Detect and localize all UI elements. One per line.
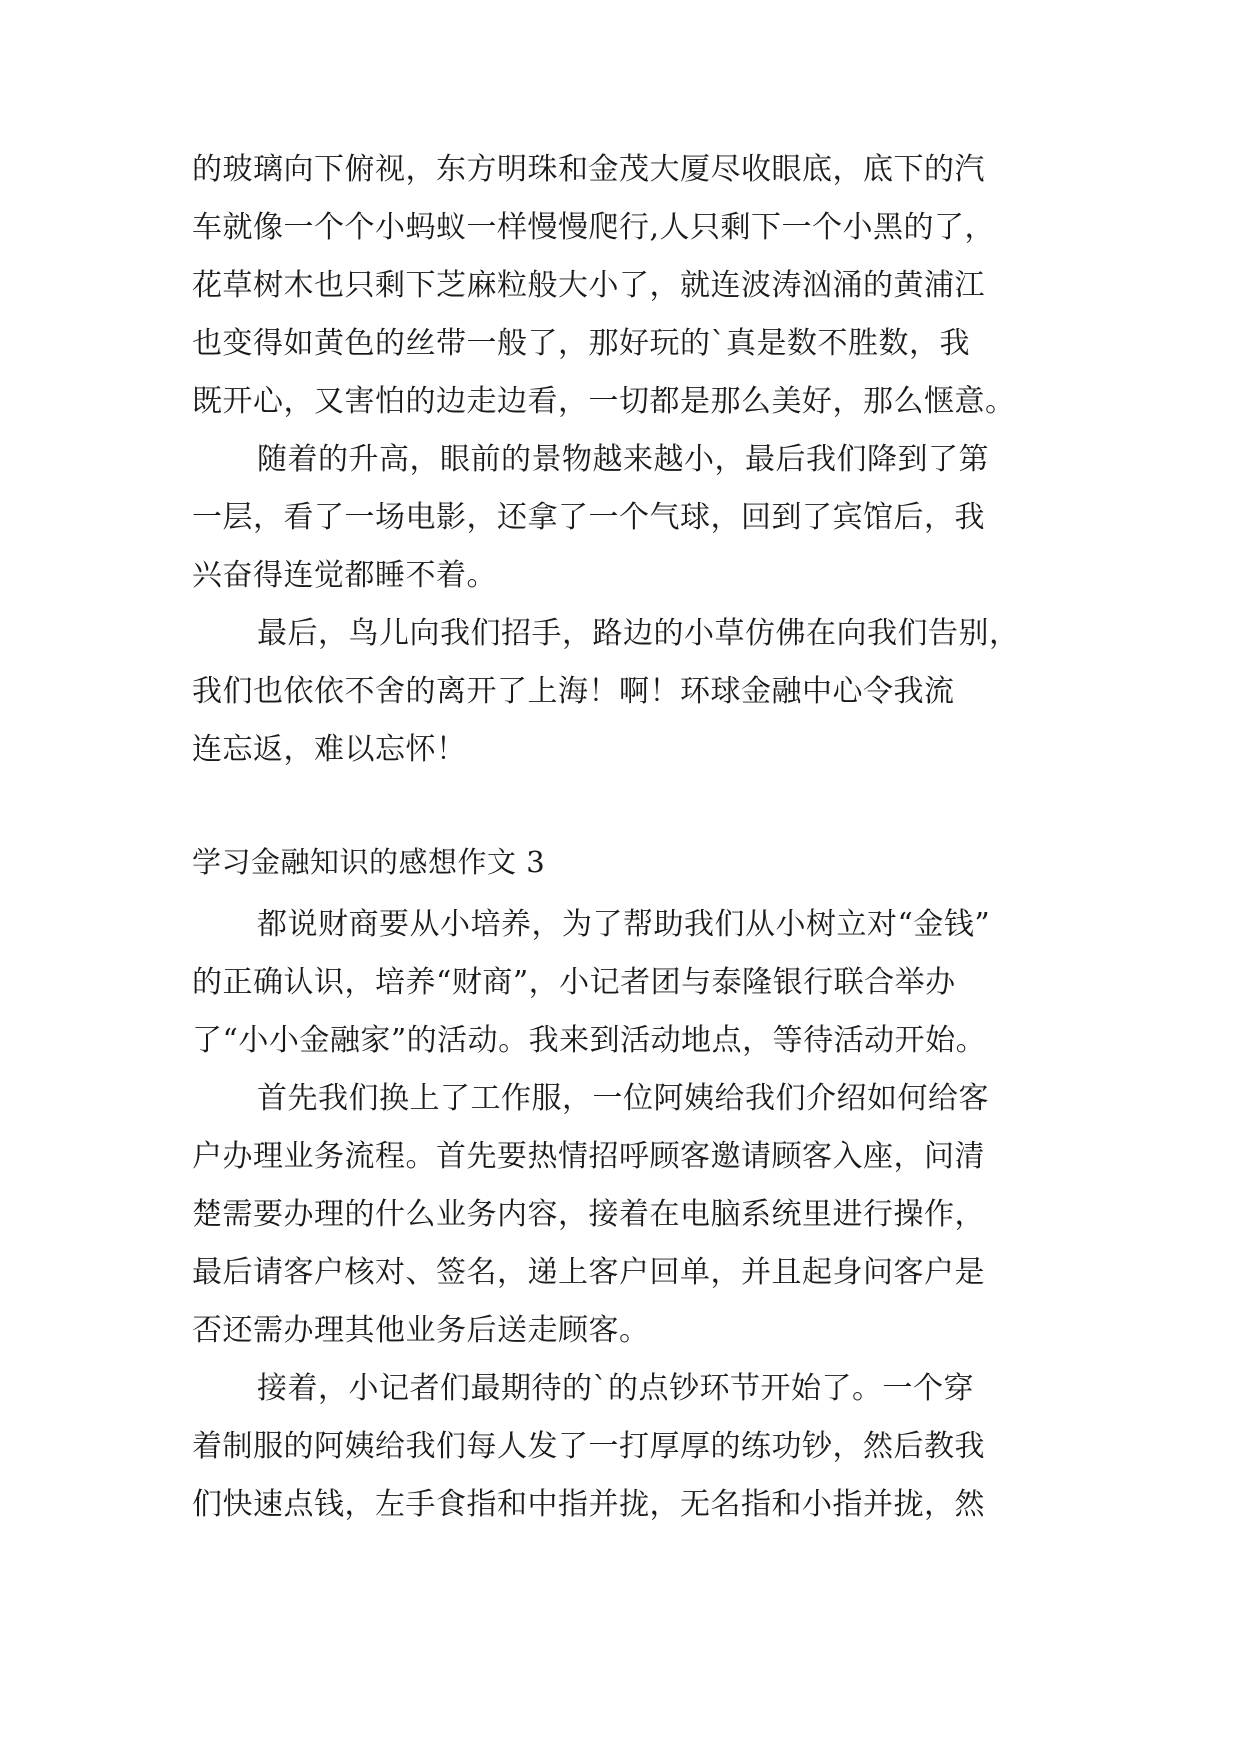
paragraph-line: 楚需要办理的什么业务内容，接着在电脑系统里进行操作， xyxy=(192,1197,985,1232)
paragraph-line: 随着的升高，眼前的景物越来越小，最后我们降到了第 xyxy=(257,442,989,477)
paragraph-line: 都说财商要从小培养，为了帮助我们从小树立对“金钱” xyxy=(257,907,991,942)
paragraph-line: 既开心，又害怕的边走边看，一切都是那么美好，那么惬意。 xyxy=(192,384,1016,419)
paragraph-line: 也变得如黄色的丝带一般了，那好玩的`真是数不胜数，我 xyxy=(192,326,970,361)
paragraph-line: 最后，鸟儿向我们招手，路边的小草仿佛在向我们告别， xyxy=(257,616,1020,651)
paragraph-line: 的正确认识，培养“财商”，小记者团与泰隆银行联合举办 xyxy=(192,965,956,1000)
paragraph-line: 车就像一个个小蚂蚁一样慢慢爬行,人只剩下一个小黑的了， xyxy=(192,210,996,245)
paragraph-line: 花草树木也只剩下芝麻粒般大小了，就连波涛汹涌的黄浦江 xyxy=(192,268,985,303)
paragraph-line: 户办理业务流程。首先要热情招呼顾客邀请顾客入座，问清 xyxy=(192,1139,985,1174)
paragraph-line: 兴奋得连觉都睡不着。 xyxy=(192,558,497,593)
paragraph-line: 连忘返，难以忘怀！ xyxy=(192,732,467,767)
paragraph-line: 接着，小记者们最期待的`的点钞环节开始了。一个穿 xyxy=(257,1371,974,1406)
paragraph-line: 一层，看了一场电影，还拿了一个气球，回到了宾馆后，我 xyxy=(192,500,985,535)
paragraph-line: 着制服的阿姨给我们每人发了一打厚厚的练功钞，然后教我 xyxy=(192,1429,985,1464)
paragraph-line: 否还需办理其他业务后送走顾客。 xyxy=(192,1313,650,1348)
section-heading: 学习金融知识的感想作文 3 xyxy=(192,845,546,879)
paragraph-line: 我们也依依不舍的离开了上海！啊！环球金融中心令我流 xyxy=(192,674,955,709)
paragraph-line: 最后请客户核对、签名，递上客户回单，并且起身问客户是 xyxy=(192,1255,985,1290)
paragraph-line: 们快速点钱，左手食指和中指并拢，无名指和小指并拢，然 xyxy=(192,1487,985,1522)
paragraph-line: 首先我们换上了工作服，一位阿姨给我们介绍如何给客 xyxy=(257,1081,989,1116)
paragraph-line: 了“小小金融家”的活动。我来到活动地点，等待活动开始。 xyxy=(192,1023,987,1058)
paragraph-line: 的玻璃向下俯视，东方明珠和金茂大厦尽收眼底，底下的汽 xyxy=(192,152,985,187)
